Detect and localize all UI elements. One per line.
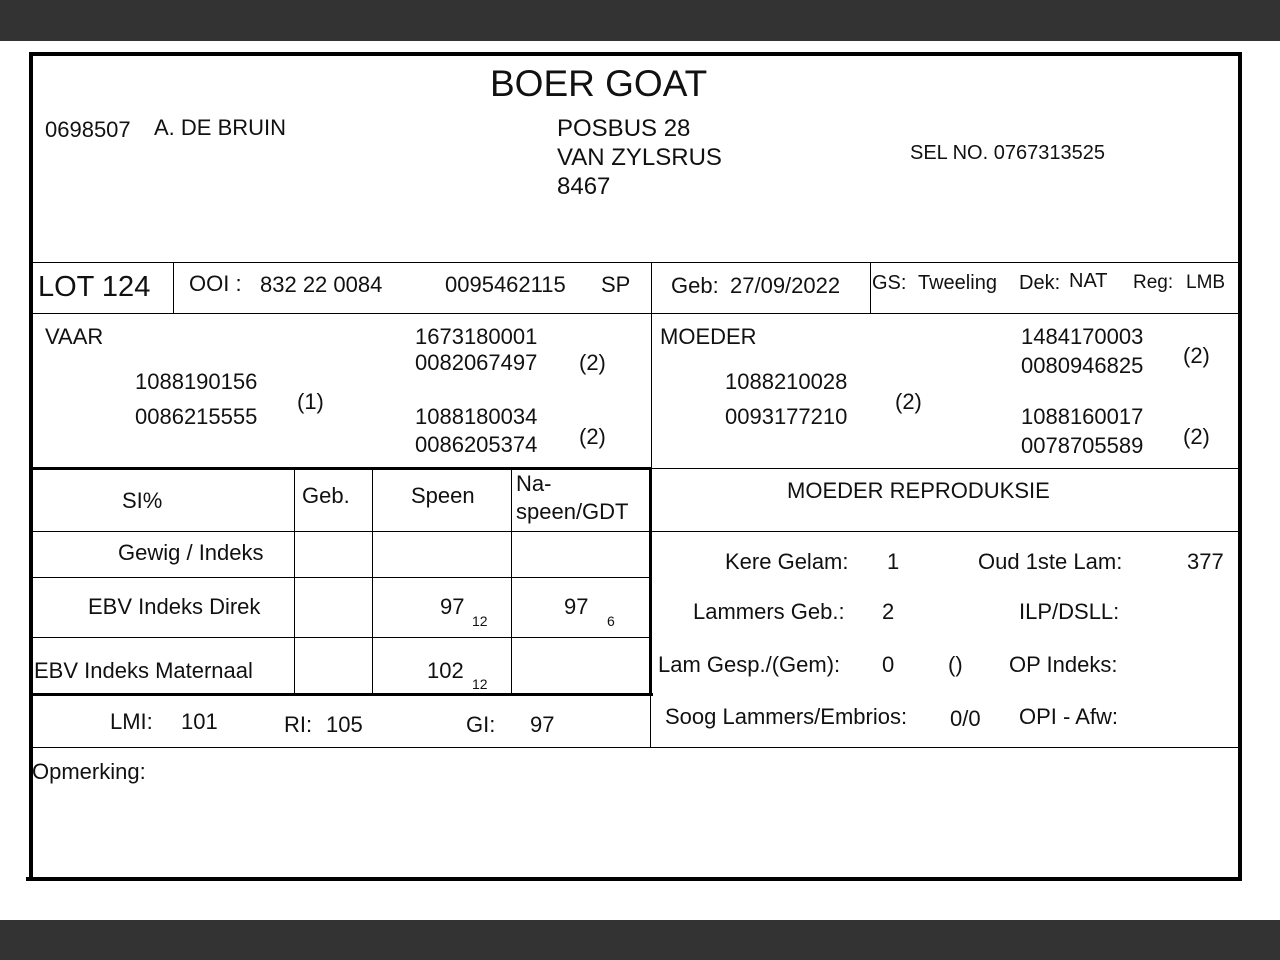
vaar-sire-grade: (2) bbox=[579, 350, 606, 375]
remarks-area[interactable] bbox=[33, 790, 1237, 876]
opi-label: OPI - Afw: bbox=[1019, 704, 1119, 729]
gi-label: GI: bbox=[466, 712, 496, 737]
rule-table-row2 bbox=[33, 637, 651, 638]
lam-gesp-value: 0 bbox=[882, 652, 895, 677]
row-ebv-direk-naspeen-count: 6 bbox=[607, 613, 615, 629]
lam-gesp-gem-value: () bbox=[948, 652, 963, 677]
row-ebv-direk-speen-count: 12 bbox=[472, 613, 488, 629]
rule-geb-divider bbox=[651, 263, 652, 313]
lmi-value: 101 bbox=[181, 709, 218, 734]
remarks-label: Opmerking: bbox=[32, 759, 146, 784]
row-ebv-direk-naspeen: 97 bbox=[564, 594, 589, 619]
vaar-sire-id-1: 1673180001 bbox=[415, 324, 538, 349]
moeder-dam-id-2: 0078705589 bbox=[1021, 433, 1144, 458]
vaar-label: VAAR bbox=[45, 324, 104, 349]
moeder-dam-id-1: 1088160017 bbox=[1021, 404, 1144, 429]
oud-lam-label: Oud 1ste Lam: bbox=[978, 549, 1123, 574]
rule-indices-bottom bbox=[33, 747, 1238, 748]
moeder-label: MOEDER bbox=[660, 324, 757, 349]
oud-lam-value: 377 bbox=[1187, 549, 1224, 574]
lam-gesp-label: Lam Gesp./(Gem): bbox=[658, 652, 841, 677]
row-ebv-maternaal-speen-count: 12 bbox=[472, 676, 488, 692]
vaar-grade: (1) bbox=[297, 389, 324, 414]
gi-value: 97 bbox=[530, 712, 555, 737]
row-ebv-maternaal-speen: 102 bbox=[427, 658, 464, 683]
gs-value: Tweeling bbox=[918, 272, 997, 294]
rule-table-right bbox=[649, 468, 652, 696]
header-si: SI% bbox=[122, 488, 163, 513]
sel-number: SEL NO. 0767313525 bbox=[910, 142, 1105, 164]
moeder-grade: (2) bbox=[895, 389, 922, 414]
dek-value: NAT bbox=[1069, 270, 1108, 292]
ilp-label: ILP/DSLL: bbox=[1019, 599, 1120, 624]
header-speen: Speen bbox=[411, 483, 475, 508]
lmi-label: LMI: bbox=[110, 709, 153, 734]
rule-header-bottom bbox=[33, 262, 1238, 263]
rule-pedigree-divider bbox=[651, 314, 652, 468]
header-naspeen-2: speen/GDT bbox=[516, 499, 629, 524]
vaar-dam-id-1: 1088180034 bbox=[415, 404, 538, 429]
ooi-reg: 0095462115 bbox=[445, 272, 566, 297]
vaar-id-1: 1088190156 bbox=[135, 369, 258, 394]
row-ebv-direk-speen: 97 bbox=[440, 594, 465, 619]
op-indeks-label: OP Indeks: bbox=[1009, 652, 1118, 677]
rule-table-header bbox=[33, 531, 1238, 532]
reg-label: Reg: bbox=[1133, 272, 1174, 293]
lammers-geb-value: 2 bbox=[882, 599, 895, 624]
geb-label: Geb: bbox=[671, 273, 719, 298]
header-geb: Geb. bbox=[302, 483, 350, 508]
ri-label: RI: bbox=[284, 712, 313, 737]
soog-value: 0/0 bbox=[950, 706, 981, 731]
rule-indices-right bbox=[650, 696, 651, 748]
rule-table-row1 bbox=[33, 577, 651, 578]
rule-table-bottom bbox=[33, 693, 653, 696]
card-border-bottom bbox=[26, 877, 1242, 881]
rule-table-col-geb bbox=[372, 470, 373, 695]
card-title: BOER GOAT bbox=[490, 63, 708, 104]
dek-label: Dek: bbox=[1019, 272, 1061, 294]
moeder-dam-grade: (2) bbox=[1183, 424, 1210, 449]
card-border-right bbox=[1238, 52, 1242, 881]
rule-lot-divider bbox=[173, 263, 174, 313]
rule-table-col-label bbox=[294, 470, 295, 695]
header-naspeen-1: Na- bbox=[516, 471, 552, 496]
vaar-dam-grade: (2) bbox=[579, 424, 606, 449]
ri-value: 105 bbox=[326, 712, 363, 737]
rule-gs-divider bbox=[870, 263, 871, 313]
vaar-dam-id-2: 0086205374 bbox=[415, 432, 538, 457]
moeder-id-2: 0093177210 bbox=[725, 404, 848, 429]
reg-value: LMB bbox=[1186, 272, 1226, 293]
soog-label: Soog Lammers/Embrios: bbox=[665, 704, 908, 729]
moeder-id-1: 1088210028 bbox=[725, 369, 848, 394]
lot-number: LOT 124 bbox=[38, 271, 151, 303]
geb-date: 27/09/2022 bbox=[730, 273, 841, 298]
rule-table-col-speen bbox=[511, 470, 512, 695]
row-ebv-direk-label: EBV Indeks Direk bbox=[88, 594, 261, 619]
rule-pedigree-bottom-left bbox=[33, 467, 651, 470]
seller-name: A. DE BRUIN bbox=[154, 115, 287, 140]
ooi-number: 832 22 0084 bbox=[260, 272, 383, 297]
row-gewig-label: Gewig / Indeks bbox=[118, 540, 264, 565]
moeder-sire-id-2: 0080946825 bbox=[1021, 353, 1144, 378]
moeder-sire-id-1: 1484170003 bbox=[1021, 324, 1144, 349]
moeder-sire-grade: (2) bbox=[1183, 343, 1210, 368]
ooi-suffix: SP bbox=[601, 272, 631, 297]
address-line-3: 8467 bbox=[557, 173, 611, 200]
rule-lot-bottom bbox=[33, 313, 1238, 314]
row-ebv-maternaal-label: EBV Indeks Maternaal bbox=[34, 658, 253, 683]
ooi-label: OOI : bbox=[189, 271, 242, 296]
address-line-1: POSBUS 28 bbox=[557, 115, 691, 142]
kere-gelam-label: Kere Gelam: bbox=[725, 549, 849, 574]
repro-title: MOEDER REPRODUKSIE bbox=[787, 478, 1050, 503]
address-line-2: VAN ZYLSRUS bbox=[557, 144, 722, 171]
vaar-sire-id-2: 0082067497 bbox=[415, 350, 538, 375]
gs-label: GS: bbox=[872, 272, 907, 294]
card-border-top bbox=[29, 52, 1242, 56]
kere-gelam-value: 1 bbox=[887, 549, 900, 574]
lammers-geb-label: Lammers Geb.: bbox=[693, 599, 845, 624]
seller-id: 0698507 bbox=[45, 117, 131, 142]
rule-pedigree-bottom-right bbox=[651, 468, 1238, 469]
vaar-id-2: 0086215555 bbox=[135, 404, 258, 429]
